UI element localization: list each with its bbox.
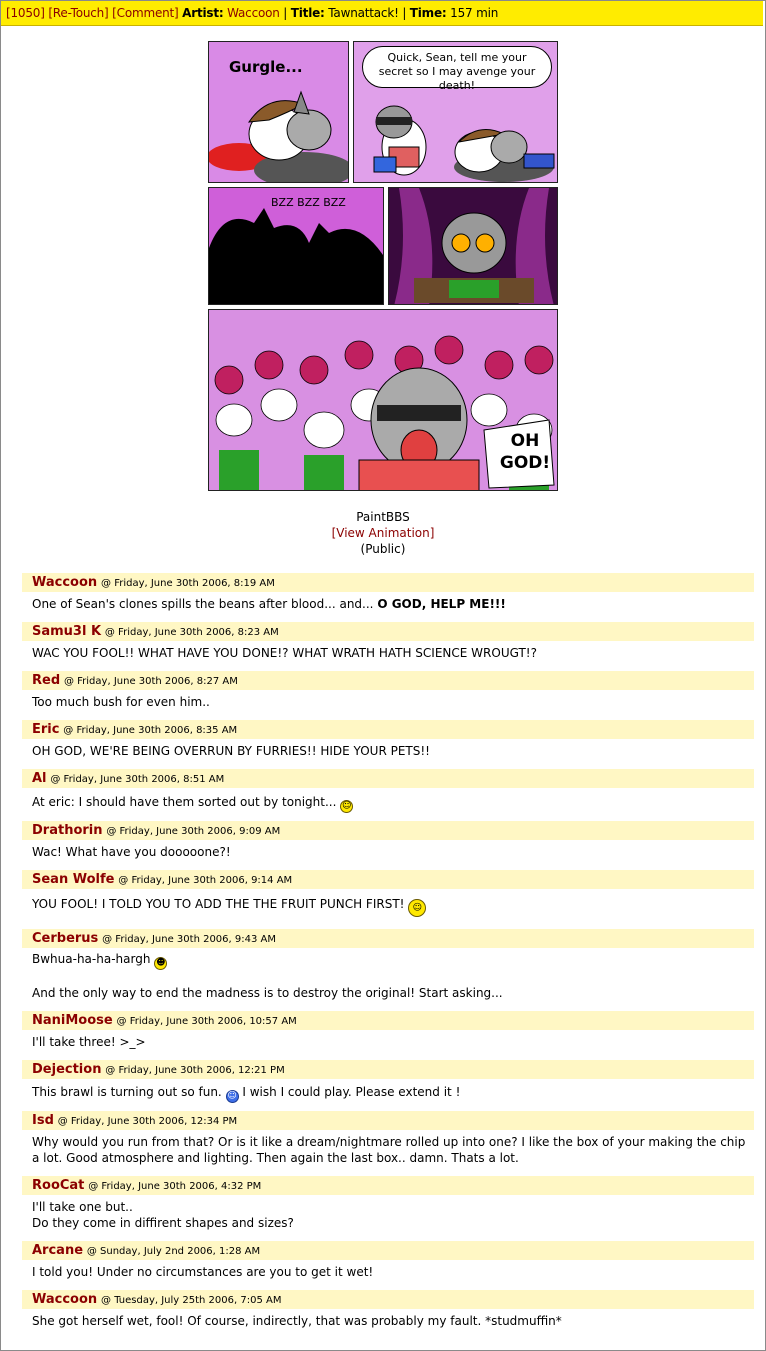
comment-body: I'll take one but.. bbox=[32, 1200, 133, 1214]
view-animation-link[interactable]: [View Animation] bbox=[331, 526, 435, 540]
comment-header bbox=[22, 1290, 754, 1309]
comment-date: @ Friday, June 30th 2006, 9:14 AM bbox=[118, 875, 293, 886]
comment-date: @ Friday, June 30th 2006, 4:32 PM bbox=[88, 1181, 262, 1192]
laugh-smiley-icon: ☻ bbox=[156, 958, 166, 968]
comment-author[interactable]: Arcane bbox=[32, 1243, 84, 1258]
visibility: (Public) bbox=[360, 542, 406, 556]
comment-body: Why would you run from that? Or is it like a dream/nightmare rolled up into one? I like the box of your making the chip a lot. Good atmosphere and lighting. Then again the last box.. damn. Thats a lot. bbox=[32, 1135, 746, 1165]
comment-header bbox=[22, 1111, 754, 1130]
comment-date: @ Sunday, July 2nd 2006, 1:28 AM bbox=[86, 1246, 261, 1257]
comment-author[interactable]: Waccoon bbox=[32, 1292, 98, 1307]
blue-smiley-icon: ☺ bbox=[227, 1091, 237, 1101]
title-value: Tawnattack! bbox=[328, 6, 399, 20]
comment-date: @ Friday, June 30th 2006, 12:34 PM bbox=[57, 1116, 238, 1127]
comic-panel-4 bbox=[388, 187, 558, 305]
comment-author[interactable]: Cerberus bbox=[32, 931, 99, 946]
comment-author[interactable]: Eric bbox=[32, 722, 60, 737]
comment-body bbox=[32, 896, 750, 917]
comment-header bbox=[22, 1176, 754, 1195]
comment-date: @ Friday, June 30th 2006, 9:09 AM bbox=[106, 826, 281, 837]
comment-text: At eric: I should have them sorted out by tonight... bbox=[32, 795, 337, 809]
panel-art bbox=[209, 42, 349, 183]
comment-author[interactable]: Dejection bbox=[32, 1062, 102, 1077]
title-label: Title: bbox=[290, 6, 325, 20]
paint-app: PaintBBS bbox=[356, 510, 410, 524]
comment-body: OH GOD, WE'RE BEING OVERRUN BY FURRIES!! HIDE YOUR PETS!! bbox=[32, 744, 430, 758]
comment-date: @ Friday, June 30th 2006, 8:27 AM bbox=[63, 676, 238, 687]
comment-body: Do they come in diffirent shapes and sizes? bbox=[32, 1216, 294, 1230]
comment-header bbox=[22, 720, 754, 739]
panel-sfx: Gurgle... bbox=[229, 58, 303, 76]
comment-date: @ Tuesday, July 25th 2006, 7:05 AM bbox=[101, 1295, 282, 1306]
comment-body: Too much bush for even him.. bbox=[32, 695, 210, 709]
artist-name: Waccoon bbox=[227, 6, 280, 20]
comment-author[interactable]: NaniMoose bbox=[32, 1013, 113, 1028]
panel-sfx: OH GOD! bbox=[499, 431, 551, 473]
comment-header bbox=[22, 1060, 754, 1079]
comment-text: This brawl is turning out so fun. bbox=[32, 1085, 222, 1099]
comment-body bbox=[32, 596, 750, 612]
time-label: Time: bbox=[409, 6, 447, 20]
speech-bubble: Quick, Sean, tell me your secret so I may avenge your death! bbox=[362, 46, 552, 88]
comment-text: One of Sean's clones spills the beans after blood... and... bbox=[32, 597, 378, 611]
comment-text: I wish I could play. Please extend it ! bbox=[238, 1085, 461, 1099]
comment-header bbox=[22, 870, 754, 889]
comment-header bbox=[22, 671, 754, 690]
post-id-link[interactable]: [1050] bbox=[6, 6, 45, 20]
sleepy-smiley-icon: ☺ bbox=[408, 899, 426, 917]
comment-author[interactable]: Samu3l K bbox=[32, 624, 102, 639]
comment-body bbox=[32, 1084, 750, 1103]
comment-body: I'll take three! >_> bbox=[32, 1035, 146, 1049]
comment-text-bold: O GOD, HELP ME!!! bbox=[377, 597, 506, 611]
panel-art bbox=[389, 188, 558, 305]
artist-label: Artist: bbox=[182, 6, 224, 20]
comment-body: And the only way to end the madness is to destroy the original! Start asking... bbox=[32, 986, 503, 1000]
comment-date: @ Friday, June 30th 2006, 9:43 AM bbox=[102, 934, 276, 945]
retouch-link[interactable]: [Re-Touch] bbox=[48, 6, 109, 20]
comment-author[interactable]: Drathorin bbox=[32, 823, 103, 838]
comment-link[interactable]: [Comment] bbox=[112, 6, 179, 20]
image-info bbox=[0, 509, 766, 557]
comment-text: Bwhua-ha-ha-hargh bbox=[32, 952, 151, 966]
comment-body: WAC YOU FOOL!! WHAT HAVE YOU DONE!? WHAT WRATH HATH SCIENCE WROUGT!? bbox=[32, 646, 537, 660]
panel-sfx: BZZ BZZ BZZ bbox=[271, 196, 346, 209]
comment-author[interactable]: Isd bbox=[32, 1113, 54, 1128]
separator: | bbox=[283, 6, 288, 20]
comment-body: Wac! What have you dooooone?! bbox=[32, 845, 231, 859]
comment-date: @ Friday, June 30th 2006, 10:57 AM bbox=[116, 1016, 297, 1027]
comment-body: She got herself wet, fool! Of course, indirectly, that was probably my fault. *studmuffin* bbox=[32, 1314, 562, 1328]
comment-header bbox=[22, 573, 754, 592]
comment-author[interactable]: Sean Wolfe bbox=[32, 872, 115, 887]
comic-panel-3 bbox=[208, 187, 384, 305]
comment-header bbox=[22, 769, 754, 788]
comment-author[interactable]: Waccoon bbox=[32, 575, 98, 590]
comment-date: @ Friday, June 30th 2006, 8:23 AM bbox=[104, 627, 279, 638]
comic-panel-5 bbox=[208, 309, 558, 491]
comment-text: YOU FOOL! I TOLD YOU TO ADD THE THE FRUIT PUNCH FIRST! bbox=[32, 897, 405, 911]
comment-body bbox=[32, 794, 750, 813]
comment-date: @ Friday, June 30th 2006, 12:21 PM bbox=[105, 1065, 285, 1076]
comment-body bbox=[32, 951, 750, 970]
comment-header bbox=[22, 622, 754, 641]
comment-author[interactable]: RooCat bbox=[32, 1178, 85, 1193]
comment-author[interactable]: Al bbox=[32, 771, 47, 786]
comment-header bbox=[22, 1241, 754, 1260]
comment-header bbox=[22, 1011, 754, 1030]
comment-date: @ Friday, June 30th 2006, 8:35 AM bbox=[63, 725, 238, 736]
comment-header bbox=[22, 821, 754, 840]
comic-panel-2 bbox=[353, 41, 558, 183]
separator: | bbox=[402, 6, 407, 20]
comment-date: @ Friday, June 30th 2006, 8:51 AM bbox=[50, 774, 225, 785]
header-bar bbox=[1, 1, 763, 26]
comment-body: I told you! Under no circumstances are you to get it wet! bbox=[32, 1265, 374, 1279]
comment-author[interactable]: Red bbox=[32, 673, 61, 688]
comic-panel-1 bbox=[208, 41, 349, 183]
grin-smiley-icon: ☺ bbox=[342, 801, 352, 811]
comment-header bbox=[22, 929, 754, 948]
time-value: 157 min bbox=[450, 6, 499, 20]
comment-date: @ Friday, June 30th 2006, 8:19 AM bbox=[101, 578, 275, 589]
